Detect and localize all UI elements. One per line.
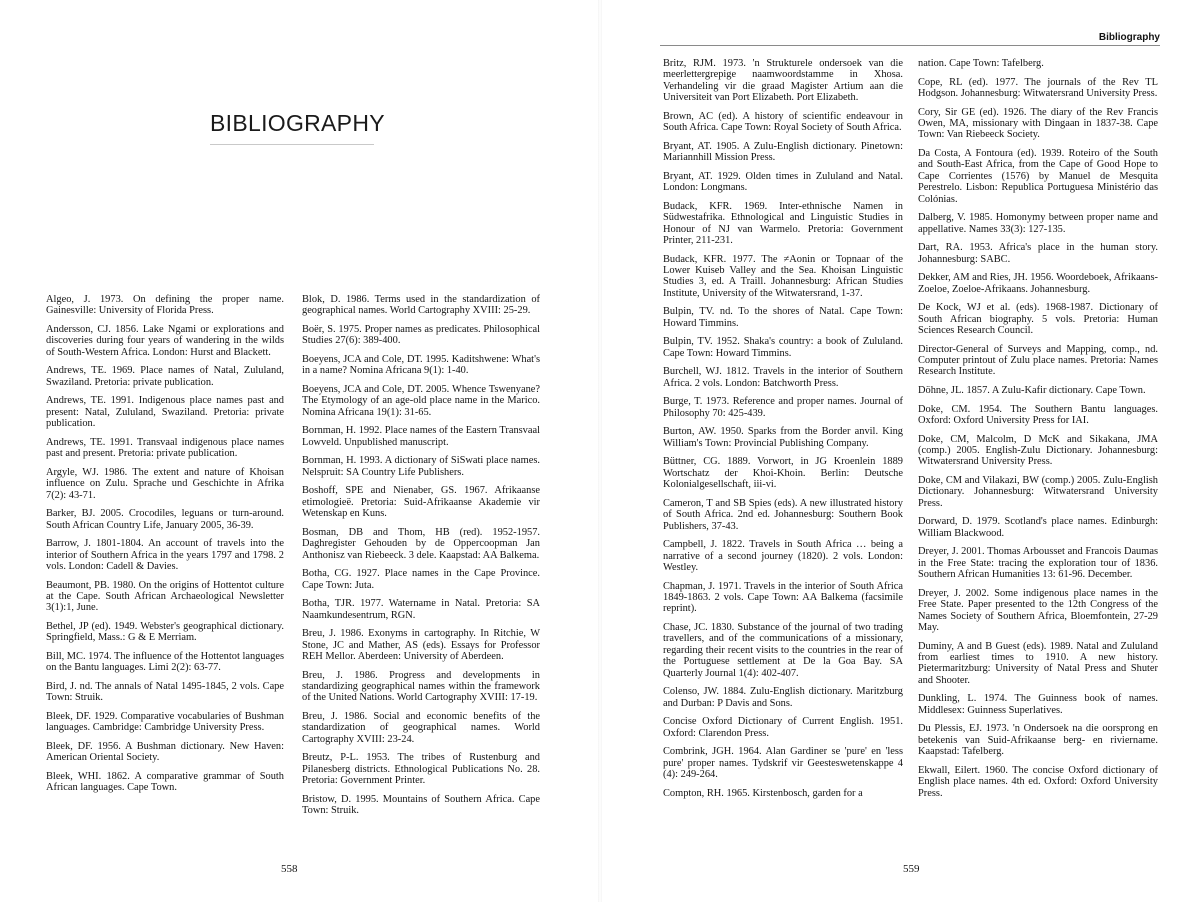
bibliography-entry: Duminy, A and B Guest (eds). 1989. Natal and Zululand from earliest times to 1910. A new history. Pietermaritzburg: University of Natal Press and Shuter and Shooter.: [918, 640, 1158, 686]
running-head: Bibliography: [1098, 32, 1160, 43]
bibliography-entry: Büttner, CG. 1889. Vorwort, in JG Kroenlein 1889 Wortschatz der Khoi-Khoin. Berlin: Deutsche Kolonialgesellschaft, iii-vi.: [663, 456, 903, 491]
bibliography-entry: Bornman, H. 1993. A dictionary of SiSwati place names. Nelspruit: SA Country Life Publishers.: [302, 455, 540, 478]
bibliography-entry: Da Costa, A Fontoura (ed). 1939. Roteiro of the South and South-East Africa, from the Cape of Good Hope to Cape Corrientes (1576) by Manuel de Mesquita Perestrelo. Lisbon: Republica Portuguesa Ministério das Colónias.: [918, 148, 1158, 205]
bibliography-entry: Bryant, AT. 1905. A Zulu-English dictionary. Pinetown: Mariannhill Mission Press.: [663, 140, 903, 164]
bibliography-entry: Botha, TJR. 1977. Watername in Natal. Pretoria: SA Naamkundesentrum, RGN.: [302, 598, 540, 621]
bibliography-entry: Brown, AC (ed). A history of scientific endeavour in South Africa. Cape Town: Royal Society of South Africa.: [663, 110, 903, 134]
bibliography-entry: Ekwall, Eilert. 1960. The concise Oxford dictionary of English place names. 4th ed. Oxford: Oxford University Press.: [918, 764, 1158, 799]
bibliography-entry: Director-General of Surveys and Mapping, comp., nd. Computer printout of Zulu place names. Pretoria: Names Research Institute.: [918, 343, 1158, 378]
right-page-column-2: [918, 58, 1158, 806]
page-number-right: 559: [903, 863, 920, 875]
bibliography-entry: Britz, RJM. 1973. 'n Strukturele ondersoek van die meerlettergrepige naamwoordstamme in Xhosa. Verhandeling vir die graad Magister Artium aan die Universiteit van Port Elizabeth. Port Elizabeth.: [663, 58, 903, 104]
bibliography-entry: Burton, AW. 1950. Sparks from the Border anvil. King William's Town: Provincial Publishing Company.: [663, 426, 903, 449]
bibliography-entry: Dreyer, J. 2001. Thomas Arbousset and Francois Daumas in the Free State: tracing the exploration tour of 1836. Southern African Humanities 13: 61-96. December.: [918, 546, 1158, 581]
bibliography-entry: Andrews, TE. 1991. Transvaal indigenous place names past and present. Pretoria: private publication.: [46, 436, 284, 460]
right-page-column-1: [663, 58, 903, 806]
bibliography-entry: Budack, KFR. 1977. The ≠Aonin or Topnaar of the Lower Kuiseb Valley and the Sea. Khoisan Linguistic Studies 3, ed. A Traill. Johannesburg: African Studies Institute, University of the Witwatersrand, 1-37.: [663, 253, 903, 299]
page-number-left: 558: [281, 863, 298, 875]
left-page-column-1: [46, 294, 284, 801]
bibliography-entry: Boshoff, SPE and Nienaber, GS. 1967. Afrikaanse etimologieë. Pretoria: Suid-Afrikaanse Akademie vir Wetenskap en Kuns.: [302, 485, 540, 520]
bibliography-entry: Breutz, P-L. 1953. The tribes of Rustenburg and Pilanesberg districts. Ethnological Publications No. 28. Pretoria: Government Printer.: [302, 752, 540, 787]
bibliography-entry: Bryant, AT. 1929. Olden times in Zululand and Natal. London: Longmans.: [663, 170, 903, 194]
header-rule: [660, 45, 1160, 46]
bibliography-entry: Andrews, TE. 1969. Place names of Natal, Zululand, Swaziland. Pretoria: private publication.: [46, 365, 284, 388]
bibliography-entry: Boeyens, JCA and Cole, DT. 2005. Whence Tswenyane? The Etymology of an age-old place name in the Marico. Nomina Africana 19(1): 31-65.: [302, 384, 540, 418]
right-page: [600, 0, 1200, 902]
bibliography-entry: Beaumont, PB. 1980. On the origins of Hottentot culture at the Cape. South African Archaeological Newsletter 3(1):1, June.: [46, 579, 284, 614]
bibliography-entry: Bleek, DF. 1929. Comparative vocabularies of Bushman languages. Cambridge: Cambridge University Press.: [46, 711, 284, 734]
bibliography-entry: Andrews, TE. 1991. Indigenous place names past and present: Natal, Zululand, Swaziland. Pretoria: private publication.: [46, 395, 284, 430]
bibliography-entry: Chapman, J. 1971. Travels in the interior of South Africa 1849-1863. 2 vols. Cape Town: AA Balkema (facsimile reprint).: [663, 580, 903, 615]
bibliography-entry: Du Plessis, EJ. 1973. 'n Ondersoek na die oorsprong en betekenis van Suid-Afrikaanse berg- en riviername. Kaapstad: Tafelberg.: [918, 723, 1158, 758]
bibliography-entry: Boeyens, JCA and Cole, DT. 1995. Kaditshwene: What's in a name? Nomina Africana 9(1): 1-40.: [302, 354, 540, 377]
bibliography-entry: Bulpin, TV. nd. To the shores of Natal. Cape Town: Howard Timmins.: [663, 306, 903, 329]
bibliography-entry: Chase, JC. 1830. Substance of the journal of two trading travellers, and of the communications of a missionary, regarding their recent visits to the countries in the rear of the Portuguese settlement at De la Goa Bay. SA Quarterly Journal 1(4): 402-407.: [663, 622, 903, 679]
bibliography-entry: Andersson, CJ. 1856. Lake Ngami or explorations and discoveries during four years of wandering in the wilds of South-Western Africa. London: Hurst and Blackett.: [46, 324, 284, 358]
bibliography-entry: Bill, MC. 1974. The influence of the Hottentot languages on the Bantu languages. Limi 2(2): 63-77.: [46, 651, 284, 674]
bibliography-entry: Campbell, J. 1822. Travels in South Africa … being a narrative of a second journey (1820). 2 vols. London: Westley.: [663, 539, 903, 574]
chapter-title: BIBLIOGRAPHY: [210, 110, 385, 136]
bibliography-entry: Boër, S. 1975. Proper names as predicates. Philosophical Studies 27(6): 389-400.: [302, 324, 540, 347]
bibliography-entry: Colenso, JW. 1884. Zulu-English dictionary. Maritzburg and Durban: P Davis and Sons.: [663, 686, 903, 709]
bibliography-entry: Algeo, J. 1973. On defining the proper name. Gainesville: University of Florida Press.: [46, 294, 284, 317]
bibliography-entry: Compton, RH. 1965. Kirstenbosch, garden for a: [663, 787, 863, 799]
bibliography-entry: Döhne, JL. 1857. A Zulu-Kafir dictionary. Cape Town.: [918, 385, 1146, 397]
bibliography-entry: Bulpin, TV. 1952. Shaka's country: a book of Zululand. Cape Town: Howard Timmins.: [663, 336, 903, 359]
bibliography-entry: Bird, J. nd. The annals of Natal 1495-1845, 2 vols. Cape Town: Struik.: [46, 681, 284, 704]
bibliography-entry: Bleek, DF. 1956. A Bushman dictionary. New Haven: American Oriental Society.: [46, 741, 284, 764]
bibliography-entry: Bleek, WHI. 1862. A comparative grammar of South African languages. Cape Town.: [46, 771, 284, 794]
bibliography-entry: Dalberg, V. 1985. Homonymy between proper name and appellative. Names 33(3): 127-135.: [918, 212, 1158, 235]
bibliography-entry: Dart, RA. 1953. Africa's place in the human story. Johannesburg: SABC.: [918, 242, 1158, 265]
bibliography-entry: Cope, RL (ed). 1977. The journals of the Rev TL Hodgson. Johannesburg: Witwatersrand University Press.: [918, 76, 1158, 99]
bibliography-entry: Botha, CG. 1927. Place names in the Cape Province. Cape Town: Juta.: [302, 568, 540, 591]
bibliography-entry: Dunkling, L. 1974. The Guinness book of names. Middlesex: Guinness Superlatives.: [918, 693, 1158, 716]
bibliography-entry: Blok, D. 1986. Terms used in the standardization of geographical names. World Cartography XVIII: 25-29.: [302, 294, 540, 317]
bibliography-entry: Barker, BJ. 2005. Crocodiles, leguans or turn-around. South African Country Life, January 2005, 36-39.: [46, 508, 284, 531]
bibliography-entry: Doke, CM and Vilakazi, BW (comp.) 2005. Zulu-English Dictionary. Johannesburg: Witwatersrand University Press.: [918, 475, 1158, 509]
bibliography-entry: Dorward, D. 1979. Scotland's place names. Edinburgh: William Blackwood.: [918, 516, 1158, 539]
bibliography-entry: Cameron, T and SB Spies (eds). A new illustrated history of South Africa. 2nd ed. Johannesburg: Southern Book Publishers, 37-43.: [663, 497, 903, 532]
bibliography-entry: Concise Oxford Dictionary of Current English. 1951. Oxford: Clarendon Press.: [663, 716, 903, 739]
bibliography-entry: Budack, KFR. 1969. Inter-ethnische Namen in Südwestafrika. Ethnological and Linguistic Studies in Honour of NJ van Warmelo. Pretoria: Government Printer, 211-231.: [663, 200, 903, 247]
bibliography-entry: Bosman, DB and Thom, HB (red). 1952-1957. Daghregister Gehouden by de Oppercoopman Jan Anthonisz van Riebeeck. 3 dele. Kaapstad: AA Balkema.: [302, 526, 540, 561]
bibliography-entry: Dreyer, J. 2002. Some indigenous place names in the Free State. Paper presented to the 12th Congress of the Names Society of Southern Africa, Bloemfontein, 27-29 May.: [918, 587, 1158, 634]
title-rule: [210, 144, 374, 145]
left-page-column-2: [302, 294, 540, 824]
bibliography-entry: nation. Cape Town: Tafelberg.: [918, 58, 1044, 69]
bibliography-entry: Breu, J. 1986. Social and economic benefits of the standardization of geographical names. World Cartography XVIII: 23-24.: [302, 711, 540, 745]
bibliography-entry: Dekker, AM and Ries, JH. 1956. Woordeboek, Afrikaans-Zoeloe, Zoeloe-Afrikaans. Johannesburg.: [918, 272, 1158, 295]
bibliography-entry: Burchell, WJ. 1812. Travels in the interior of Southern Africa. 2 vols. London: Batchworth Press.: [663, 366, 903, 389]
bibliography-entry: Cory, Sir GE (ed). 1926. The diary of the Rev Francis Owen, MA, missionary with Dingaan in 1837-38. Cape Town: Van Riebeeck Society.: [918, 106, 1158, 141]
bibliography-entry: Doke, CM. 1954. The Southern Bantu languages. Oxford: Oxford University Press for IAI.: [918, 403, 1158, 427]
bibliography-entry: Argyle, WJ. 1986. The extent and nature of Khoisan influence on Zulu. Sprache und Geschichte in Afrika 7(2): 43-71.: [46, 466, 284, 501]
bibliography-entry: Doke, CM, Malcolm, D McK and Sikakana, JMA (comp.) 2005. English-Zulu Dictionary. Johannesburg: Witwatersrand University Press.: [918, 433, 1158, 468]
bibliography-entry: Combrink, JGH. 1964. Alan Gardiner se 'pure' en 'less pure' proper names. Tydskrif vir Geesteswetenskappe 4 (4): 249-264.: [663, 746, 903, 781]
bibliography-entry: Breu, J. 1986. Progress and developments in standardizing geographical names within the framework of the United Nations. World Cartography XVIII: 17-19.: [302, 669, 540, 704]
bibliography-entry: Barrow, J. 1801-1804. An account of travels into the interior of Southern Africa in the years 1797 and 1798. 2 vols. London: Cadell & Davies.: [46, 538, 284, 573]
bibliography-entry: Bristow, D. 1995. Mountains of Southern Africa. Cape Town: Struik.: [302, 793, 540, 817]
bibliography-entry: Breu, J. 1986. Exonyms in cartography. In Ritchie, W Stone, JC and Mather, AS (eds). Essays for Professor REH Mellor. Aberdeen: University of Aberdeen.: [302, 628, 540, 663]
bibliography-entry: Bornman, H. 1992. Place names of the Eastern Transvaal Lowveld. Unpublished manuscript.: [302, 425, 540, 448]
bibliography-entry: Burge, T. 1973. Reference and proper names. Journal of Philosophy 70: 425-439.: [663, 396, 903, 419]
bibliography-entry: De Kock, WJ et al. (eds). 1968-1987. Dictionary of South African biography. 5 vols. Pretoria: Human Sciences Research Council.: [918, 302, 1158, 337]
bibliography-entry: Bethel, JP (ed). 1949. Webster's geographical dictionary. Springfield, Mass.: G & E Merriam.: [46, 621, 284, 644]
